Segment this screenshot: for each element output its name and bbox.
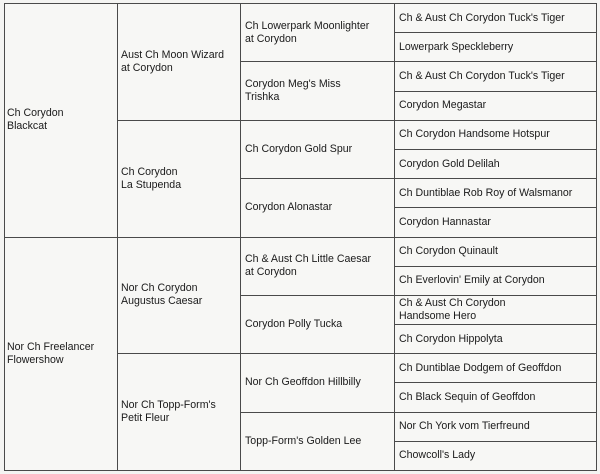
ancestor-name-line-1: Corydon Hannastar — [399, 215, 491, 228]
gen4-ancestor — [395, 266, 597, 295]
pedigree-row — [5, 4, 597, 33]
gen3-ancestor — [241, 4, 395, 62]
gen4-ancestor — [395, 441, 597, 470]
ancestor-name-line-1: Corydon Gold Delilah — [399, 157, 500, 170]
gen4-ancestor — [395, 208, 597, 237]
ancestor-name-line-1: Chowcoll's Lady — [399, 449, 476, 462]
ancestor-name-line-1: Ch Everlovin' Emily at Corydon — [399, 274, 545, 287]
gen2-ancestor — [118, 237, 241, 354]
gen3-ancestor — [241, 412, 395, 470]
gen4-ancestor — [395, 4, 597, 33]
gen4-ancestor — [395, 33, 597, 62]
gen4-ancestor — [395, 91, 597, 120]
ancestor-name-line-1: Ch Corydon — [7, 107, 64, 120]
ancestor-name-line-1: Ch Corydon — [121, 165, 178, 178]
ancestor-name-line-2: at Corydon — [245, 266, 297, 279]
gen4-ancestor — [395, 325, 597, 354]
ancestor-name-line-1: Corydon Meg's Miss — [245, 78, 341, 91]
ancestor-name-line-1: Aust Ch Moon Wizard — [121, 48, 225, 61]
ancestor-name-line-1: Nor Ch Geoffdon Hillbilly — [245, 376, 361, 389]
ancestor-name-line-1: Ch Corydon Hippolyta — [399, 332, 503, 345]
ancestor-name-line-1: Ch & Aust Ch Corydon Tuck's Tiger — [399, 11, 565, 24]
ancestor-name-line-1: Lowerpark Speckleberry — [399, 40, 514, 53]
gen4-ancestor — [395, 179, 597, 208]
gen3-ancestor — [241, 354, 395, 412]
gen4-ancestor — [395, 149, 597, 178]
gen4-ancestor — [395, 62, 597, 91]
ancestor-name-line-2: Trishka — [245, 91, 280, 104]
ancestor-name-line-2: at Corydon — [121, 61, 173, 74]
ancestor-name-line-1: Topp-Form's Golden Lee — [245, 434, 362, 447]
ancestor-name-line-1: Nor Ch Corydon — [121, 282, 198, 295]
ancestor-name-line-2: La Stupenda — [121, 178, 182, 191]
gen4-ancestor — [395, 237, 597, 266]
gen3-ancestor — [241, 62, 395, 120]
gen4-ancestor — [395, 295, 597, 324]
ancestor-name-line-1: Ch Corydon Handsome Hotspur — [399, 128, 550, 141]
gen1-ancestor — [5, 4, 118, 238]
ancestor-name-line-1: Nor Ch York vom Tierfreund — [399, 420, 530, 433]
gen3-ancestor — [241, 120, 395, 178]
gen4-ancestor — [395, 383, 597, 412]
ancestor-name-line-1: Ch Corydon Quinault — [399, 245, 498, 258]
gen4-ancestor — [395, 354, 597, 383]
gen2-ancestor — [118, 4, 241, 121]
gen3-ancestor — [241, 295, 395, 353]
ancestor-name-line-1: Nor Ch Freelancer — [7, 340, 95, 353]
gen2-ancestor — [118, 120, 241, 237]
gen4-ancestor — [395, 120, 597, 149]
ancestor-name-line-1: Ch Duntiblae Rob Roy of Walsmanor — [399, 186, 573, 199]
ancestor-name-line-1: Ch Black Sequin of Geoffdon — [399, 391, 536, 404]
gen4-ancestor — [395, 412, 597, 441]
ancestor-name-line-1: Nor Ch Topp-Form's — [121, 399, 216, 412]
ancestor-name-line-1: Corydon Megastar — [399, 99, 487, 112]
ancestor-name-line-2: Handsome Hero — [399, 309, 477, 322]
pedigree-table — [4, 3, 597, 471]
ancestor-name-line-1: Ch Duntiblae Dodgem of Geoffdon — [399, 361, 562, 374]
ancestor-name-line-2: at Corydon — [245, 32, 297, 45]
ancestor-name-line-2: Augustus Caesar — [121, 295, 203, 308]
ancestor-name-line-2: Flowershow — [7, 353, 64, 366]
gen3-ancestor — [241, 237, 395, 295]
ancestor-name-line-1: Ch Lowerpark Moonlighter — [245, 19, 370, 32]
ancestor-name-line-1: Corydon Alonastar — [245, 201, 333, 214]
gen1-ancestor — [5, 237, 118, 471]
ancestor-name-line-1: Ch & Aust Ch Corydon Tuck's Tiger — [399, 69, 565, 82]
gen3-ancestor — [241, 179, 395, 237]
ancestor-name-line-2: Blackcat — [7, 120, 48, 133]
ancestor-name-line-1: Ch Corydon Gold Spur — [245, 142, 353, 155]
ancestor-name-line-2: Petit Fleur — [121, 412, 170, 425]
ancestor-name-line-1: Ch & Aust Ch Corydon — [399, 296, 506, 309]
pedigree-row — [5, 237, 597, 266]
ancestor-name-line-1: Ch & Aust Ch Little Caesar — [245, 253, 372, 266]
gen2-ancestor — [118, 354, 241, 471]
ancestor-name-line-1: Corydon Polly Tucka — [245, 318, 343, 331]
